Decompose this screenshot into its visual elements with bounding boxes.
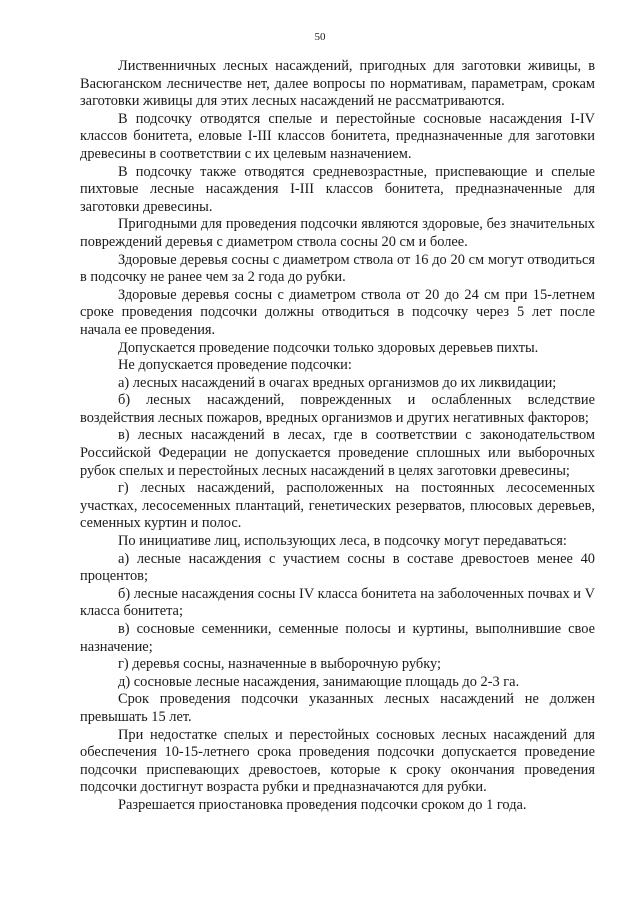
paragraph: В подсочку также отводятся средневозрастные, приспевающие и спелые пихтовые лесные насаждения I-III классов бонитета, предназначенные для заготовки древесины. [80, 163, 595, 215]
document-body [80, 58, 595, 815]
list-item: а) лесные насаждения с участием сосны в составе древостоев менее 40 процентов; [80, 550, 595, 585]
paragraph: Допускается проведение подсочки только здоровых деревьев пихты. [118, 339, 539, 356]
paragraph: Пригодными для проведения подсочки являются здоровые, без значительных повреждений деревья с диаметром ствола сосны 20 см и более. [80, 216, 595, 250]
list-item: в) лесных насаждений в лесах, где в соответствии с законодательством Российской Федерации не допускается проведение сплошных или выборочных рубок спелых и перестойных лесных насаждений в целях заготовки древесины; [80, 427, 595, 479]
list-item: в) сосновые семенники, семенные полосы и куртины, выполнившие свое назначение; [80, 621, 595, 655]
paragraph: По инициативе лиц, использующих леса, в подсочку могут передаваться: [118, 533, 567, 550]
list-item: д) сосновые лесные насаждения, занимающие площадь до 2-3 га. [118, 673, 520, 690]
paragraph: Срок проведения подсочки указанных лесных насаждений не должен превышать 15 лет. [80, 691, 595, 725]
page-number: 50 [314, 31, 326, 43]
list-item: б) лесные насаждения сосны IV класса бонитета на заболоченных почвах и V класса бонитета; [80, 585, 595, 620]
paragraph: При недостатке спелых и перестойных сосновых лесных насаждений для обеспечения 10-15-летнего срока проведения подсочки допускается проведение подсочки приспевающих древостоев, которые к сроку окончания проведения подсочки достигнут возраста рубки и предназначаются для рубки. [80, 726, 595, 796]
list-item: г) лесных насаждений, расположенных на постоянных лесосеменных участках, лесосеменных плантаций, генетических резерватов, плюсовых деревьев, семенных куртин и полос. [80, 480, 595, 532]
paragraph: Разрешается приостановка проведения подсочки сроком до 1 года. [118, 796, 527, 813]
paragraph: В подсочку отводятся спелые и перестойные сосновые насаждения I-IV классов бонитета, еловые I-III классов бонитета, предназначенные для заготовки древесины в соответствии с их целевым назначением. [80, 110, 595, 162]
paragraph: Здоровые деревья сосны с диаметром ствола от 16 до 20 см могут отводиться в подсочку не ранее чем за 2 года до рубки. [80, 251, 595, 286]
list-item: а) лесных насаждений в очагах вредных организмов до их ликвидации; [118, 374, 557, 391]
paragraph: Не допускается проведение подсочки: [118, 357, 352, 374]
paragraph: Лиственничных лесных насаждений, пригодных для заготовки живицы, в Васюганском лесничестве нет, далее вопросы по нормативам, параметрам, срокам заготовки живицы для этих лесных насаждений не рассматриваются. [80, 58, 595, 110]
paragraph: Здоровые деревья сосны с диаметром ствола от 20 до 24 см при 15-летнем сроке проведения подсочки должны отводиться в подсочку через 5 лет после начала ее проведения. [80, 286, 595, 338]
list-item: г) деревья сосны, назначенные в выборочную рубку; [118, 656, 442, 673]
list-item: б) лесных насаждений, поврежденных и ослабленных вследствие воздействия лесных пожаров, вредных организмов и других негативных факторов; [80, 392, 595, 426]
